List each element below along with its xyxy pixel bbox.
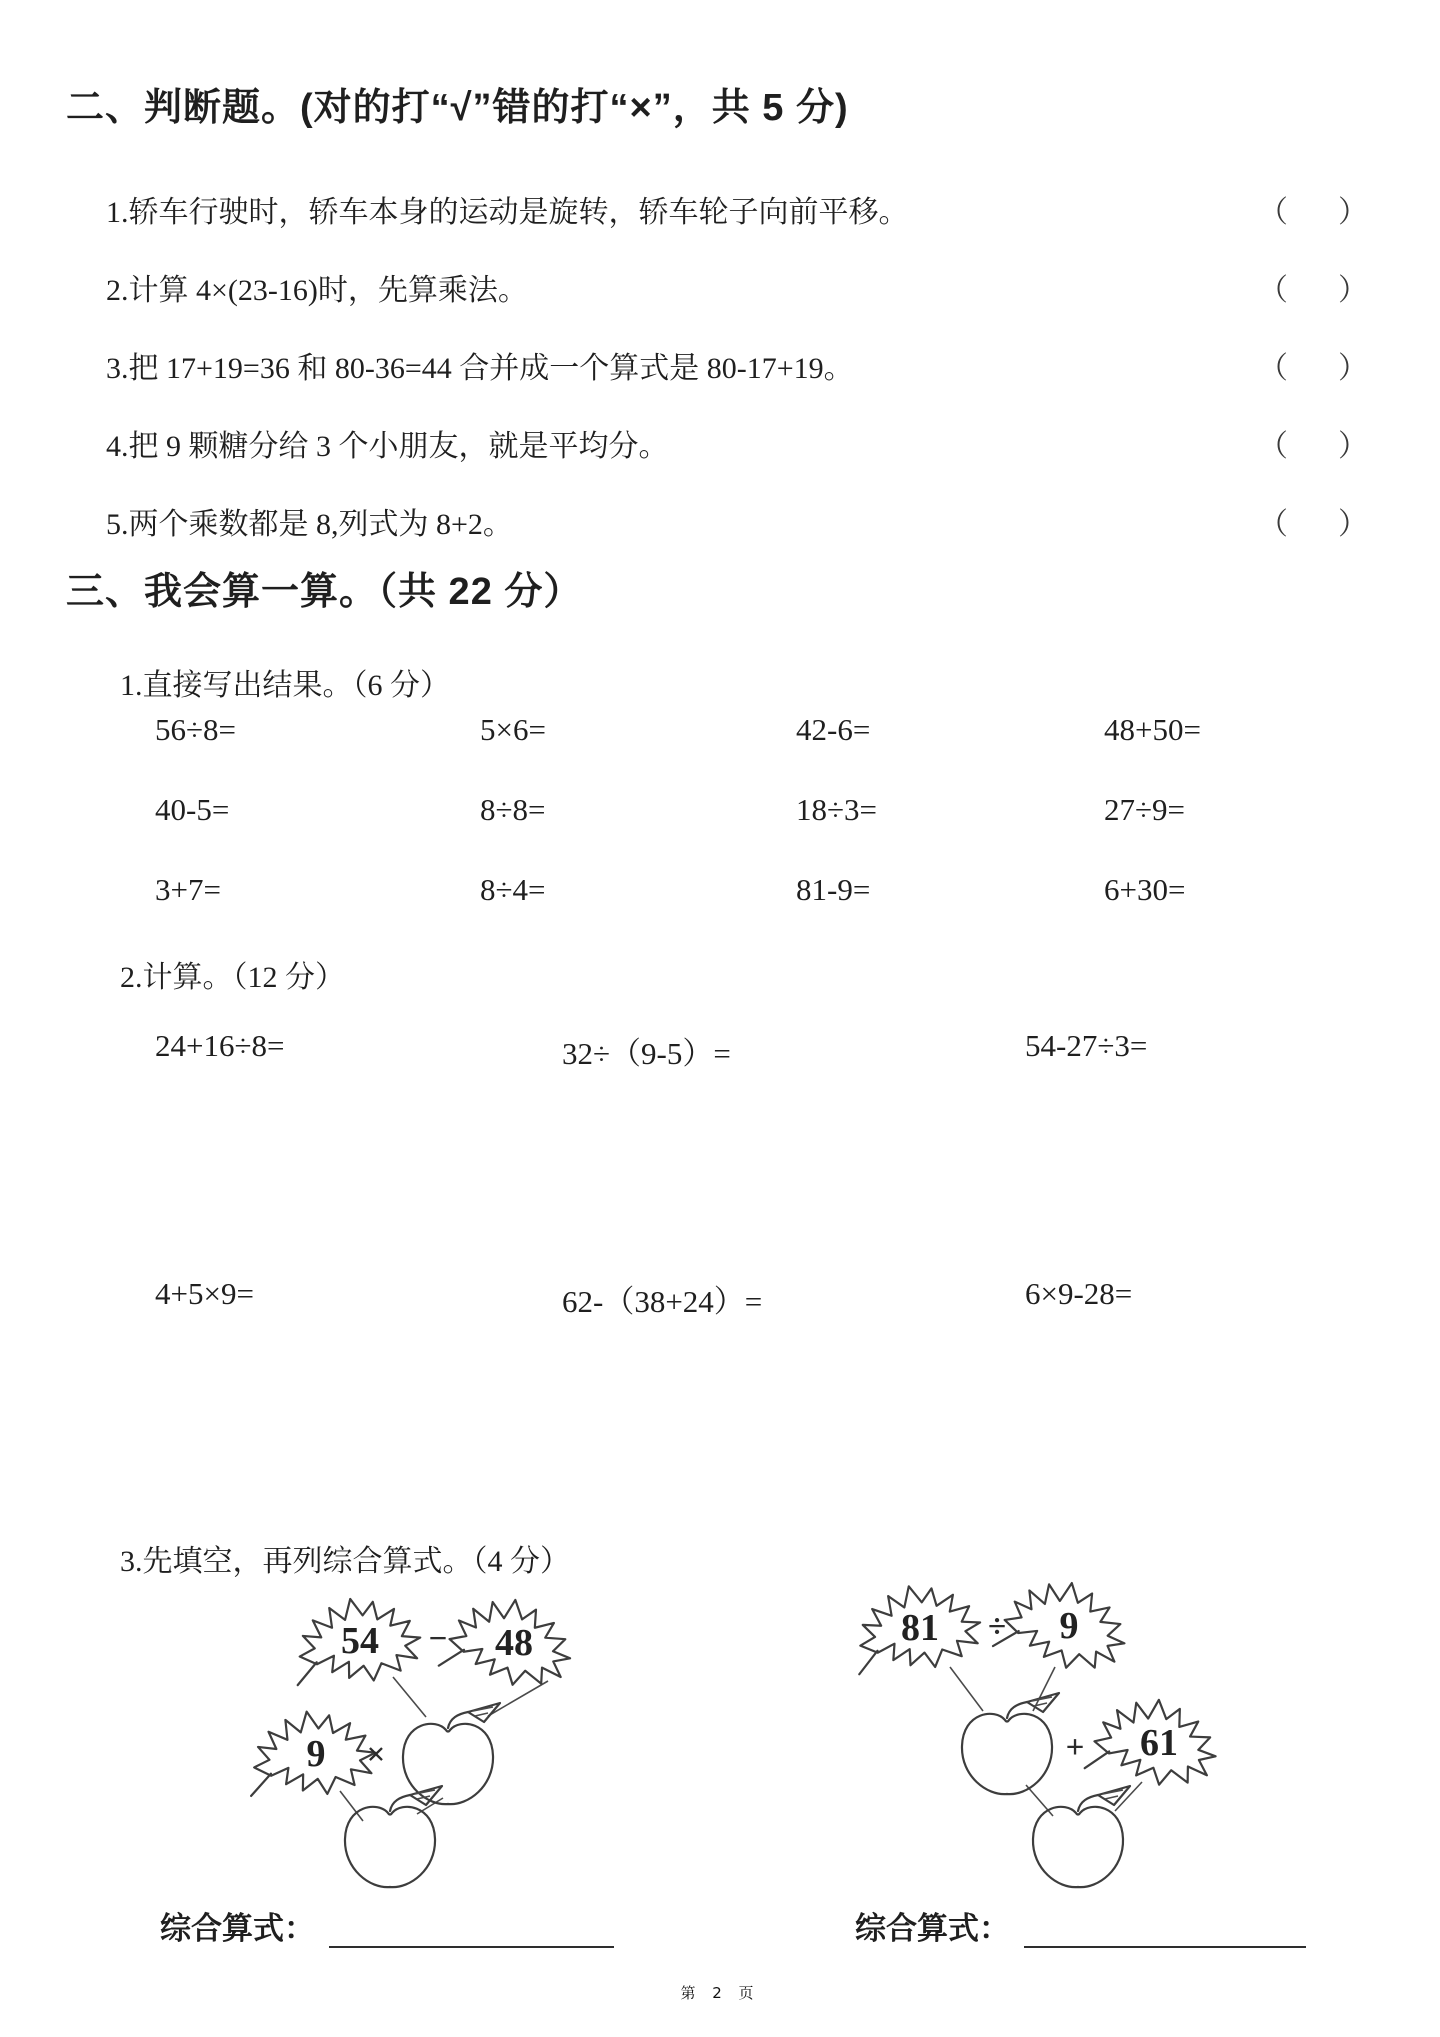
bracket-open: （ [1258,352,1288,385]
judgement-item [106,404,1368,482]
leaf-value: 9 [306,1733,326,1775]
judgement-item-text: 4.把 9 颗糖分给 3 个小朋友，就是平均分。 [106,430,669,463]
answer-bracket [1258,499,1368,543]
bracket-close: ） [1338,430,1368,463]
oral-item: 56÷8= [155,712,236,747]
answer-bracket [1258,343,1368,387]
bracket-open: （ [1258,508,1288,541]
oral-item: 48+50= [1104,712,1201,747]
compound-formula-label: 综合算式： [160,1911,315,1946]
calc-item: 4+5×9= [155,1276,254,1311]
judgement-item [106,482,1368,560]
apple-icon [962,1693,1059,1794]
answer-blank-line [329,1946,614,1948]
apple-icon [403,1703,500,1804]
leaf-value: 54 [341,1620,379,1662]
times-operator: × [366,1737,386,1773]
leaf-value: 9 [1059,1605,1079,1647]
connector-line [1026,1785,1053,1816]
answer-bracket [1258,265,1368,309]
calc-item: 32÷（9-5）= [562,1036,731,1071]
oral-item: 3+7= [155,872,221,907]
oral-item: 18÷3= [796,792,877,827]
apple-icon [345,1786,442,1887]
section3-title: 三、我会算一算。（共 22 分） [66,571,583,613]
calc-label: 2.计算。（12 分） [120,961,345,994]
plus-operator: + [1065,1730,1085,1766]
judgement-item-text: 2.计算 4×(23-16)时，先算乘法。 [106,274,528,307]
minus-operator: − [428,1621,448,1657]
oral-item: 6+30= [1104,872,1186,907]
oral-item: 42-6= [796,712,871,747]
compound-formula-left [160,1903,614,1948]
judgement-item [106,248,1368,326]
oral-item: 8÷4= [480,872,546,907]
bracket-close: ） [1338,508,1368,541]
judgement-item-text: 3.把 17+19=36 和 80-36=44 合并成一个算式是 80-17+19。 [106,352,854,385]
judgement-item-text: 5.两个乘数都是 8,列式为 8+2。 [106,508,513,541]
calc-row [155,1028,1147,1073]
leaf-value: 61 [1140,1722,1178,1764]
oral-item: 81-9= [796,872,871,907]
judgement-list [106,170,1368,560]
oral-item: 27÷9= [1104,792,1185,827]
calc-item: 54-27÷3= [1025,1028,1148,1063]
oral-grid [155,712,1201,908]
page-footer: 第 2 页 [680,1984,760,2002]
section2-title: 二、判断题。(对的打“√”错的打“×”，共 5 分) [66,87,849,129]
answer-bracket [1258,421,1368,465]
calc-row [155,1276,1132,1321]
bracket-open: （ [1258,430,1288,463]
calc-item: 62-（38+24）= [562,1284,763,1319]
bracket-close: ） [1338,196,1368,229]
calc-item: 6×9-28= [1025,1276,1133,1311]
judgement-item [106,326,1368,404]
divide-operator: ÷ [987,1609,1007,1645]
fill-label: 3.先填空，再列综合算式。（4 分） [120,1545,570,1578]
fill-diagram-right [810,1565,1290,1905]
fill-diagram-left [150,1565,630,1905]
connector-line [950,1667,983,1711]
connector-line [393,1677,426,1717]
judgement-item-text: 1.轿车行驶时，轿车本身的运动是旋转，轿车轮子向前平移。 [106,196,909,229]
bracket-close: ） [1338,274,1368,307]
oral-item: 5×6= [480,712,546,747]
bracket-open: （ [1258,274,1288,307]
oral-label: 1.直接写出结果。（6 分） [120,669,450,702]
apple-icon [1033,1786,1130,1887]
answer-blank-line [1024,1946,1306,1948]
bracket-open: （ [1258,196,1288,229]
judgement-item [106,170,1368,248]
leaf-value: 48 [495,1622,533,1664]
answer-bracket [1258,187,1368,231]
compound-formula-label: 综合算式： [855,1911,1010,1946]
oral-item: 8÷8= [480,792,546,827]
calc-item: 24+16÷8= [155,1028,285,1063]
compound-formula-right [855,1903,1306,1948]
connector-line [488,1681,548,1716]
oral-item: 40-5= [155,792,230,827]
bracket-close: ） [1338,352,1368,385]
leaf-value: 81 [901,1607,939,1649]
